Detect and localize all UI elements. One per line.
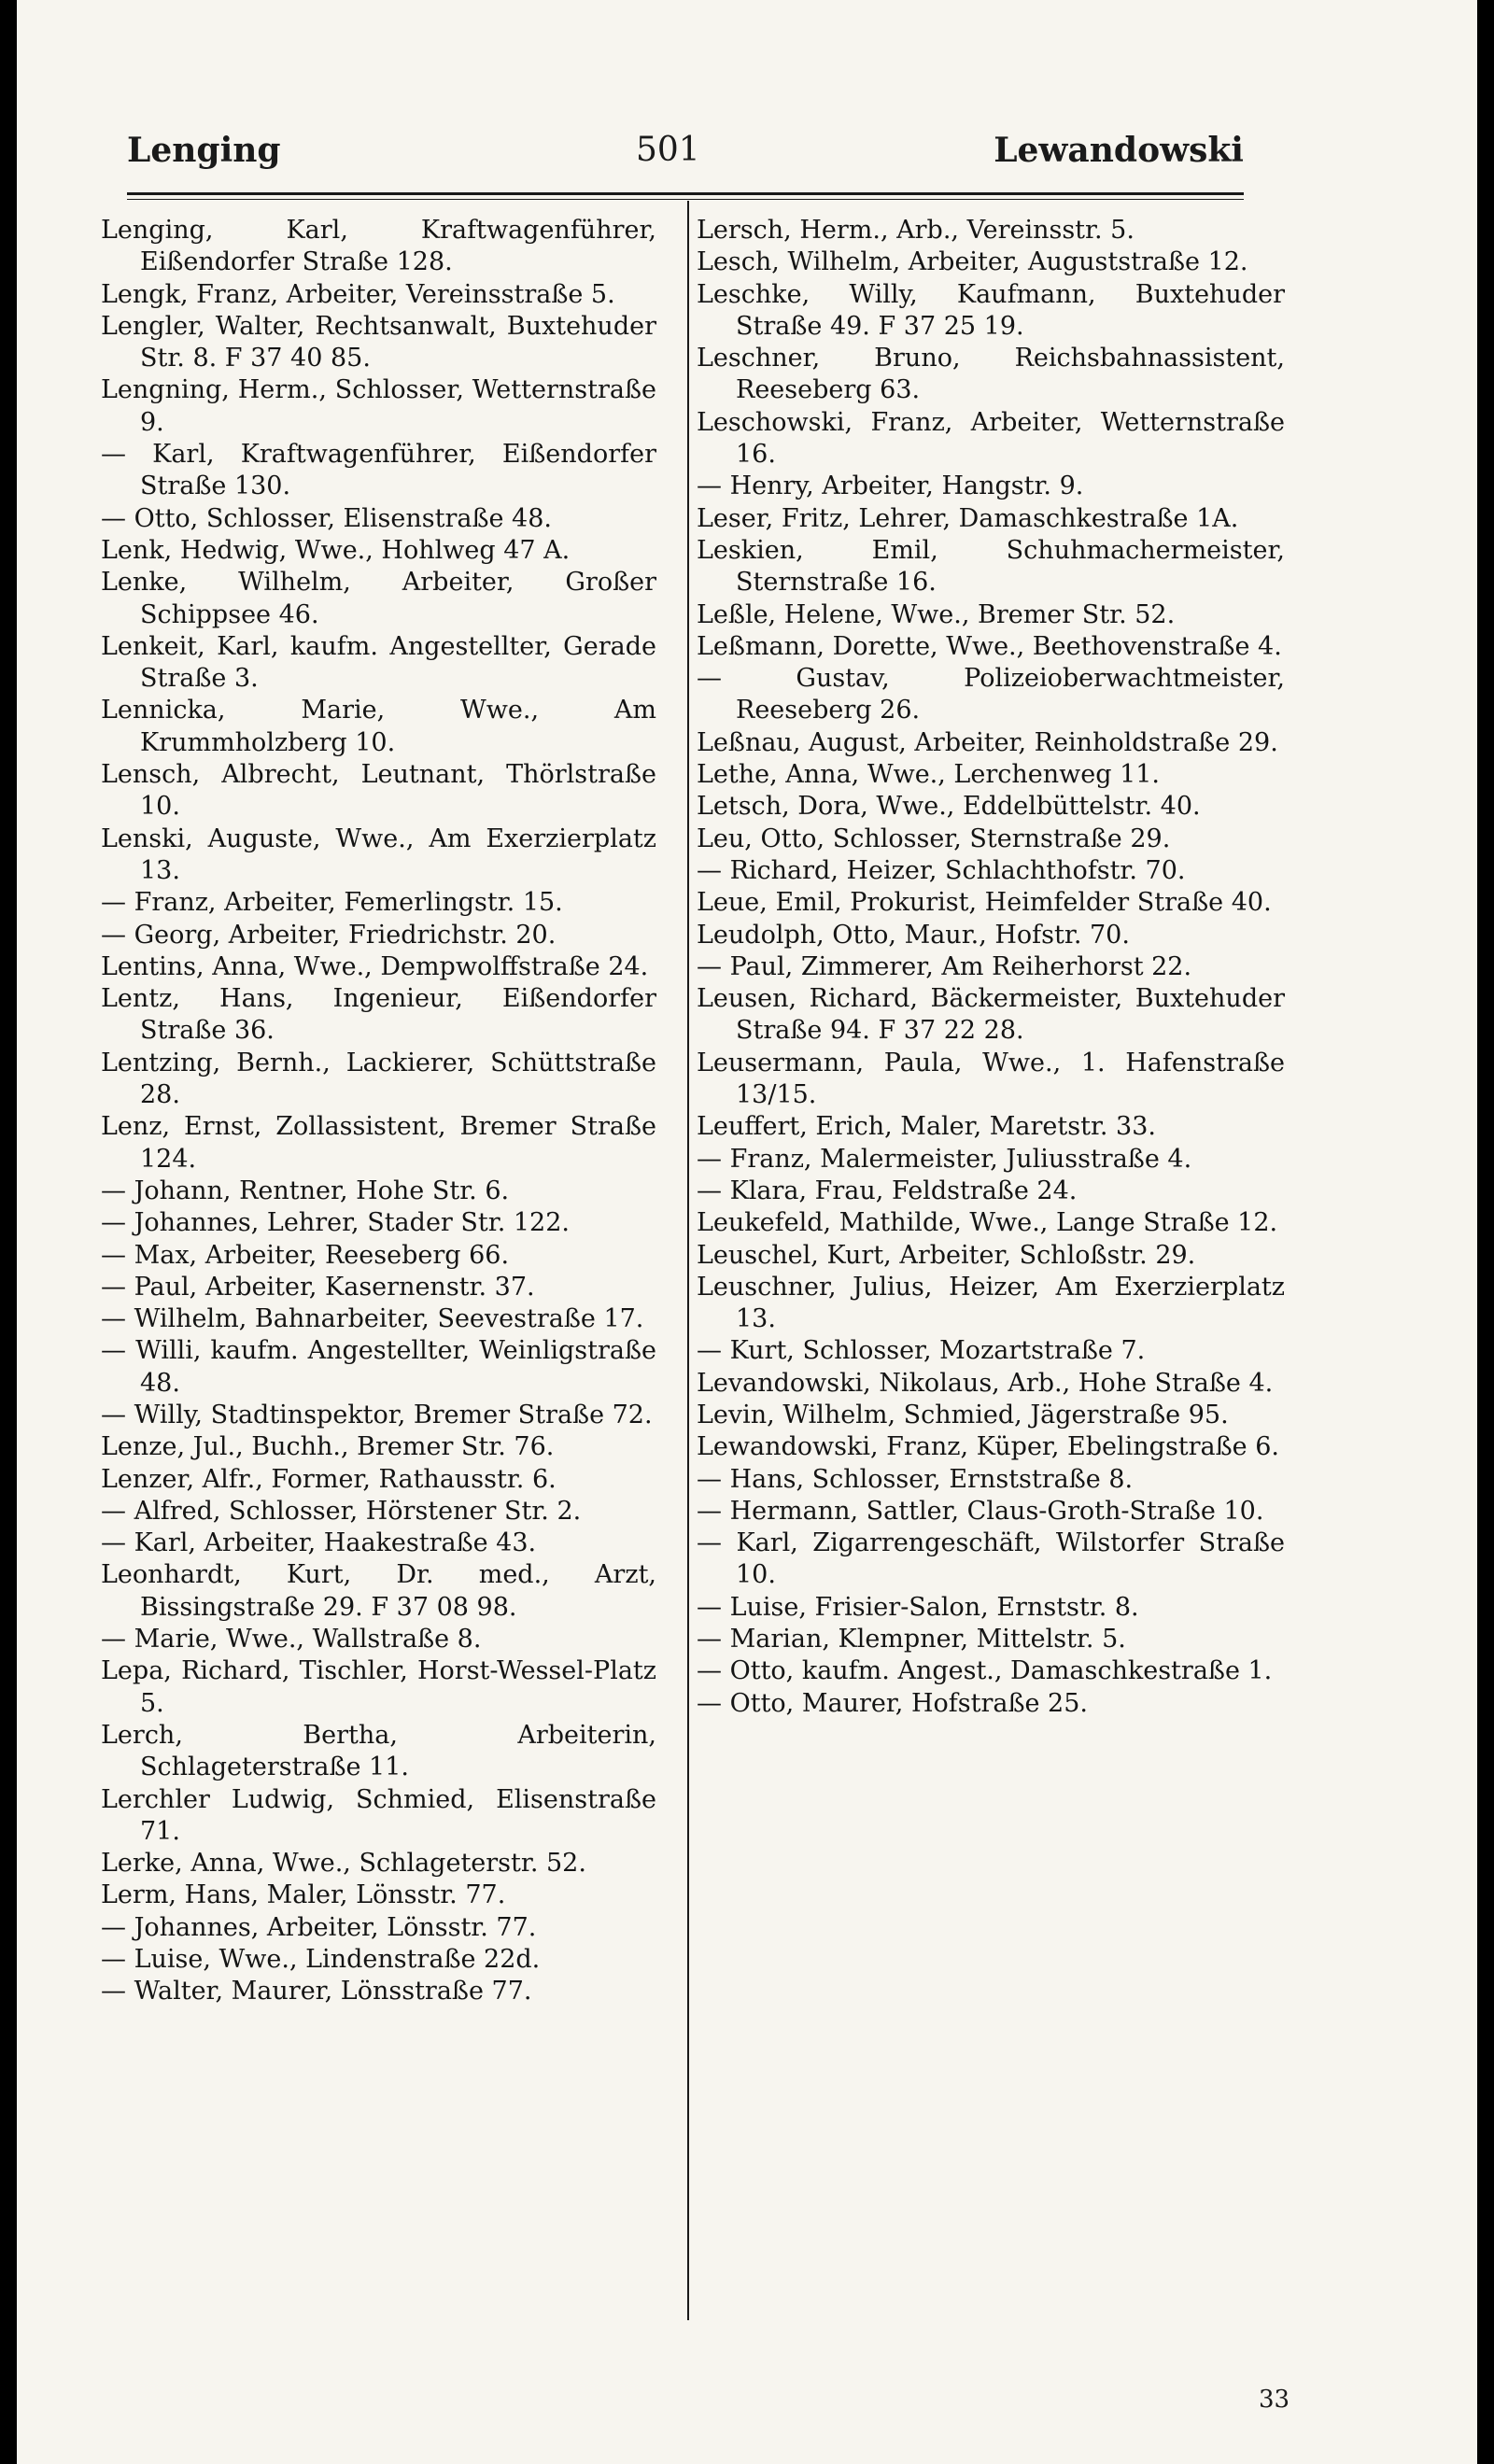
page-number: 501 — [636, 131, 700, 169]
directory-entry: Lenkeit, Karl, kaufm. Angestellter, Gerade Straße 3. — [101, 631, 656, 694]
directory-entry: — Otto, Schlosser, Elisenstraße 48. — [101, 503, 552, 533]
directory-entry: — Hermann, Sattler, Claus-Groth-Straße 10. — [697, 1496, 1264, 1526]
directory-entry: — Georg, Arbeiter, Friedrichstr. 20. — [101, 920, 557, 950]
directory-entry: — Karl, Arbeiter, Haakestraße 43. — [101, 1528, 537, 1558]
signature-mark: 33 — [1259, 2386, 1290, 2414]
directory-entry: Lenski, Auguste, Wwe., Am Exerzierplatz 13. — [101, 824, 656, 885]
running-head — [127, 131, 1244, 187]
directory-entry: Lennicka, Marie, Wwe., Am Krummholzberg 10. — [101, 696, 656, 757]
directory-entry: Lerchler Ludwig, Schmied, Elisenstraße 71. — [101, 1784, 656, 1846]
directory-entry: Leu, Otto, Schlosser, Sternstraße 29. — [697, 824, 1171, 853]
header-rule — [127, 192, 1244, 195]
header-last-entry: Lewandowski — [994, 131, 1244, 170]
directory-entry: Lenk, Hedwig, Wwe., Hohlweg 47 A. — [101, 535, 571, 565]
directory-entry: Leuschner, Julius, Heizer, Am Exerzierplatz 13. — [697, 1272, 1285, 1334]
directory-entry: — Johannes, Lehrer, Stader Str. 122. — [101, 1208, 570, 1238]
directory-entry: — Gustav, Polizeioberwachtmeister, Reeseberg 26. — [697, 664, 1285, 725]
directory-entry: Levin, Wilhelm, Schmied, Jägerstraße 95. — [697, 1400, 1229, 1429]
directory-entry: Leue, Emil, Prokurist, Heimfelder Straße 40. — [697, 888, 1272, 918]
directory-entry: Lerm, Hans, Maler, Lönsstr. 77. — [101, 1880, 506, 1910]
directory-entry: Lerch, Bertha, Arbeiterin, Schlageterstraße 11. — [101, 1720, 656, 1782]
directory-entry: Lenging, Karl, Kraftwagenführer, Eißendorfer Straße 128. — [101, 216, 656, 277]
right-column — [697, 215, 1285, 1720]
directory-entry: — Walter, Maurer, Lönsstraße 77. — [101, 1977, 532, 2006]
directory-entry: — Otto, kaufm. Angest., Damaschkestraße 1. — [697, 1656, 1273, 1686]
directory-entry: Lentz, Hans, Ingenieur, Eißendorfer Straße 36. — [101, 984, 656, 1046]
directory-entry: — Otto, Maurer, Hofstraße 25. — [697, 1688, 1089, 1718]
directory-entry: Lethe, Anna, Wwe., Lerchenweg 11. — [697, 760, 1161, 790]
directory-entry: Leser, Fritz, Lehrer, Damaschkestraße 1A. — [697, 503, 1239, 533]
directory-entry: Lentzing, Bernh., Lackierer, Schüttstraße 28. — [101, 1048, 656, 1110]
left-column — [101, 215, 656, 2008]
directory-entry: — Luise, Wwe., Lindenstraße 22d. — [101, 1945, 541, 1975]
directory-entry: — Paul, Arbeiter, Kasernenstr. 37. — [101, 1272, 535, 1302]
directory-entry: Leonhardt, Kurt, Dr. med., Arzt, Bissingstraße 29. F 37 08 98. — [101, 1560, 656, 1622]
directory-entry: Leßmann, Dorette, Wwe., Beethovenstraße 4. — [697, 631, 1282, 661]
directory-entry: — Marie, Wwe., Wallstraße 8. — [101, 1625, 482, 1654]
directory-entry: Leuschel, Kurt, Arbeiter, Schloßstr. 29. — [697, 1240, 1196, 1270]
directory-entry: Leukefeld, Mathilde, Wwe., Lange Straße 12. — [697, 1208, 1278, 1238]
directory-entry: — Luise, Frisier-Salon, Ernststr. 8. — [697, 1592, 1139, 1622]
directory-entry: Leskien, Emil, Schuhmachermeister, Sternstraße 16. — [697, 535, 1285, 598]
directory-entry: Lersch, Herm., Arb., Vereinsstr. 5. — [697, 216, 1135, 245]
directory-entry: Leschner, Bruno, Reichsbahnassistent, Reeseberg 63. — [697, 344, 1285, 405]
directory-entry: — Marian, Klempner, Mittelstr. 5. — [697, 1625, 1126, 1654]
directory-entry: — Richard, Heizer, Schlachthofstr. 70. — [697, 855, 1186, 885]
directory-entry: Lepa, Richard, Tischler, Horst-Wessel-Platz 5. — [101, 1656, 656, 1718]
directory-entry: Lenze, Jul., Buchh., Bremer Str. 76. — [101, 1432, 555, 1462]
directory-entry: Leuffert, Erich, Maler, Maretstr. 33. — [697, 1112, 1156, 1142]
directory-entry: — Johannes, Arbeiter, Lönsstr. 77. — [101, 1912, 537, 1942]
directory-entry: — Karl, Kraftwagenführer, Eißendorfer Straße 130. — [101, 440, 656, 501]
directory-entry: — Paul, Zimmerer, Am Reiherhorst 22. — [697, 951, 1192, 981]
directory-entry: — Henry, Arbeiter, Hangstr. 9. — [697, 472, 1084, 501]
directory-entry: — Alfred, Schlosser, Hörstener Str. 2. — [101, 1496, 582, 1526]
directory-entry: Levandowski, Nikolaus, Arb., Hohe Straße 4. — [697, 1368, 1274, 1398]
directory-entry: Leudolph, Otto, Maur., Hofstr. 70. — [697, 920, 1130, 950]
directory-entry: — Willy, Stadtinspektor, Bremer Straße 72. — [101, 1400, 653, 1429]
directory-entry: — Karl, Zigarrengeschäft, Wilstorfer Straße 10. — [697, 1528, 1285, 1590]
directory-entry: Letsch, Dora, Wwe., Eddelbüttelstr. 40. — [697, 792, 1201, 822]
directory-entry: Leßle, Helene, Wwe., Bremer Str. 52. — [697, 599, 1176, 629]
directory-entry: Lenzer, Alfr., Former, Rathausstr. 6. — [101, 1464, 557, 1494]
directory-entry: Leusen, Richard, Bäckermeister, Buxtehuder Straße 94. F 37 22 28. — [697, 984, 1285, 1046]
directory-entry: — Willi, kaufm. Angestellter, Weinligstraße 48. — [101, 1336, 656, 1398]
directory-entry: Leusermann, Paula, Wwe., 1. Hafenstraße 13/15. — [697, 1048, 1285, 1110]
directory-entry: Leßnau, August, Arbeiter, Reinholdstraße 29. — [697, 727, 1278, 757]
directory-entry: Lengning, Herm., Schlosser, Wetternstraße 9. — [101, 375, 656, 437]
directory-entry: — Hans, Schlosser, Ernststraße 8. — [697, 1464, 1134, 1494]
directory-entry: Lensch, Albrecht, Leutnant, Thörlstraße 10. — [101, 760, 656, 822]
directory-entry: Lewandowski, Franz, Küper, Ebelingstraße 6. — [697, 1432, 1280, 1462]
directory-entry: — Johann, Rentner, Hohe Str. 6. — [101, 1176, 510, 1205]
directory-entry: Leschowski, Franz, Arbeiter, Wetternstraße 16. — [697, 407, 1285, 470]
directory-entry: Lesch, Wilhelm, Arbeiter, Auguststraße 12. — [697, 247, 1248, 277]
column-divider — [687, 201, 689, 2320]
directory-entry: — Wilhelm, Bahnarbeiter, Seevestraße 17. — [101, 1304, 644, 1334]
header-rule-thin — [127, 199, 1244, 200]
directory-entry: Lenke, Wilhelm, Arbeiter, Großer Schippsee 46. — [101, 568, 656, 629]
directory-entry: Lentins, Anna, Wwe., Dempwolffstraße 24. — [101, 951, 649, 981]
directory-page — [17, 0, 1477, 2464]
directory-entry: Lerke, Anna, Wwe., Schlageterstr. 52. — [101, 1849, 586, 1879]
directory-entry: Leschke, Willy, Kaufmann, Buxtehuder Straße 49. F 37 25 19. — [697, 279, 1285, 341]
header-first-entry: Lenging — [127, 131, 281, 170]
directory-entry: — Kurt, Schlosser, Mozartstraße 7. — [697, 1336, 1146, 1366]
directory-entry: Lengk, Franz, Arbeiter, Vereinsstraße 5. — [101, 279, 615, 309]
directory-entry: — Klara, Frau, Feldstraße 24. — [697, 1176, 1078, 1205]
directory-entry: — Max, Arbeiter, Reeseberg 66. — [101, 1240, 510, 1270]
directory-entry: Lengler, Walter, Rechtsanwalt, Buxtehuder Str. 8. F 37 40 85. — [101, 311, 656, 373]
directory-entry: Lenz, Ernst, Zollassistent, Bremer Straße 124. — [101, 1112, 656, 1174]
directory-entry: — Franz, Malermeister, Juliusstraße 4. — [697, 1144, 1192, 1174]
directory-entry: — Franz, Arbeiter, Femerlingstr. 15. — [101, 888, 563, 918]
